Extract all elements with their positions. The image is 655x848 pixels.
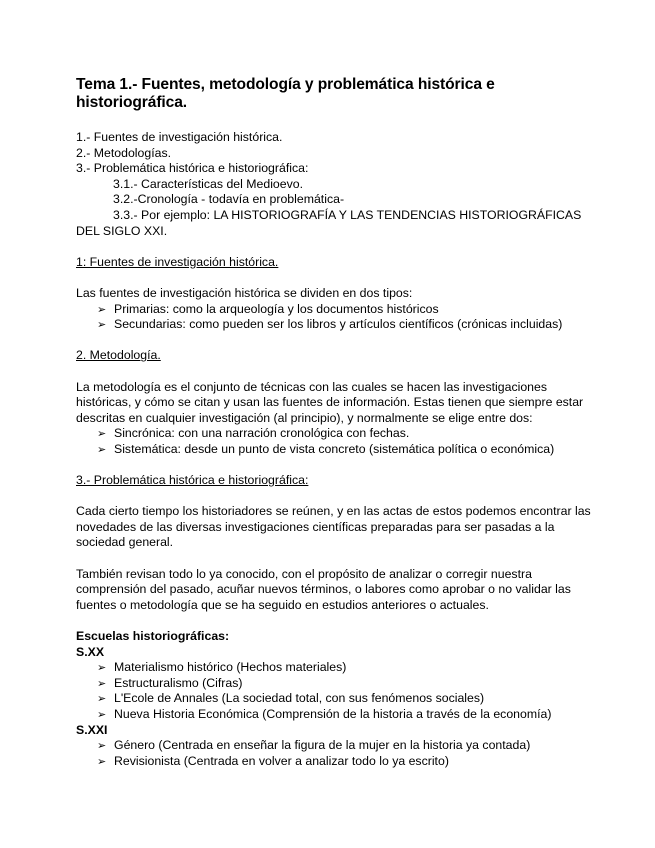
problematic-paragraph-line: También revisan todo lo ya conocido, con el propósito de analizar o corregir nuestra (76, 566, 532, 581)
toc-item-2: 2.- Metodologías. (76, 145, 172, 160)
arrow-bullet-icon: ➢ (97, 442, 107, 456)
toc-subitem-3-2: 3.2.-Cronología - todavía en problemática- (113, 192, 345, 207)
table-of-contents (76, 130, 582, 239)
toc-item-1: 1.- Fuentes de investigación histórica. (76, 130, 283, 144)
list-item: ➢ Primarias: como la arqueología y los documentos históricos (97, 301, 439, 316)
arrow-bullet-icon: ➢ (97, 692, 107, 706)
section-problematic (76, 473, 591, 613)
arrow-bullet-icon: ➢ (97, 427, 107, 441)
list-item: ➢ Materialismo histórico (Hechos materiales) (97, 660, 347, 675)
methodology-paragraph-line: históricas, y cómo se citan y usan las fuentes de información. Estas tienen que siempre estar (76, 395, 584, 410)
schools-heading: Escuelas historiográficas: (76, 629, 230, 643)
list-item: ➢ Secundarias: como pueden ser los libros y artículos científicos (crónicas incluidas) (97, 317, 563, 332)
century-21-list (76, 738, 577, 769)
list-item: ➢ Género (Centrada en enseñar la figura de la mujer en la historia ya contada) (97, 738, 531, 753)
section-heading-sources: 1: Fuentes de investigación histórica. (76, 254, 279, 269)
problematic-paragraph-line: sociedad general. (76, 535, 174, 550)
toc-subitem-3-3: 3.3.- Por ejemplo: LA HISTORIOGRAFÍA Y LAS TENDENCIAS HISTORIOGRÁFICAS (113, 207, 582, 222)
arrow-bullet-icon: ➢ (97, 661, 107, 675)
problematic-paragraph-line: novedades de las diversas investigaciones científicas preparadas para ser pasadas a la (76, 519, 555, 534)
document-title: Tema 1.- Fuentes, metodología y problemática histórica e historiográfica. (76, 76, 495, 111)
toc-subitem-3-3-continued: DEL SIGLO XXI. (76, 223, 168, 238)
problematic-paragraph-line: fuentes o metodología que se ha seguido en estudios anteriores o actuales. (76, 597, 489, 612)
problematic-paragraph-line: Cada cierto tiempo los historiadores se reúnen, y en las actas de estos podemos encontrar las (76, 504, 591, 519)
arrow-bullet-icon: ➢ (97, 754, 107, 768)
arrow-bullet-icon: ➢ (97, 707, 107, 721)
arrow-bullet-icon: ➢ (97, 318, 107, 332)
section-sources (76, 255, 577, 333)
toc-subitem-3-1: 3.1.- Características del Medioevo. (113, 176, 304, 191)
century-20-label: S.XX (76, 644, 105, 659)
list-item: ➢ L'Ecole de Annales (La sociedad total, con sus fenómenos sociales) (97, 691, 485, 706)
section-methodology (76, 348, 584, 457)
list-item: ➢ Nueva Historia Económica (Comprensión de la historia a través de la economía) (97, 706, 552, 721)
section-heading-problematic: 3.- Problemática histórica e historiográfica: (76, 473, 309, 488)
methodology-paragraph-line: descritas en cualquier investigación (al principio), y normalmente se elige entre dos: (76, 410, 533, 425)
arrow-bullet-icon: ➢ (97, 676, 107, 690)
problematic-paragraph-line: comprensión del pasado, acuñar nuevos términos, o labores como aprobar o no validar las (76, 582, 571, 597)
arrow-bullet-icon: ➢ (97, 302, 107, 316)
toc-item-3: 3.- Problemática histórica e historiográfica: (76, 161, 309, 176)
century-21-label: S.XXI (76, 722, 108, 737)
list-item: ➢ Revisionista (Centrada en volver a analizar todo lo ya escrito) (97, 753, 449, 768)
arrow-bullet-icon: ➢ (97, 739, 107, 753)
sources-intro: Las fuentes de investigación histórica se dividen en dos tipos: (76, 285, 413, 300)
methodology-list (76, 426, 577, 457)
list-item: ➢ Sincrónica: con una narración cronológica con fechas. (97, 426, 410, 441)
section-heading-methodology: 2. Metodología. (76, 348, 161, 363)
list-item: ➢ Sistemática: desde un punto de vista concreto (sistemática política o económica) (97, 441, 555, 456)
century-20-list (76, 660, 577, 722)
list-item: ➢ Estructuralismo (Cifras) (97, 675, 243, 690)
methodology-paragraph-line: La metodología es el conjunto de técnicas con las cuales se hacen las investigaciones (76, 379, 547, 394)
sources-list (76, 302, 577, 333)
section-schools (76, 629, 577, 769)
